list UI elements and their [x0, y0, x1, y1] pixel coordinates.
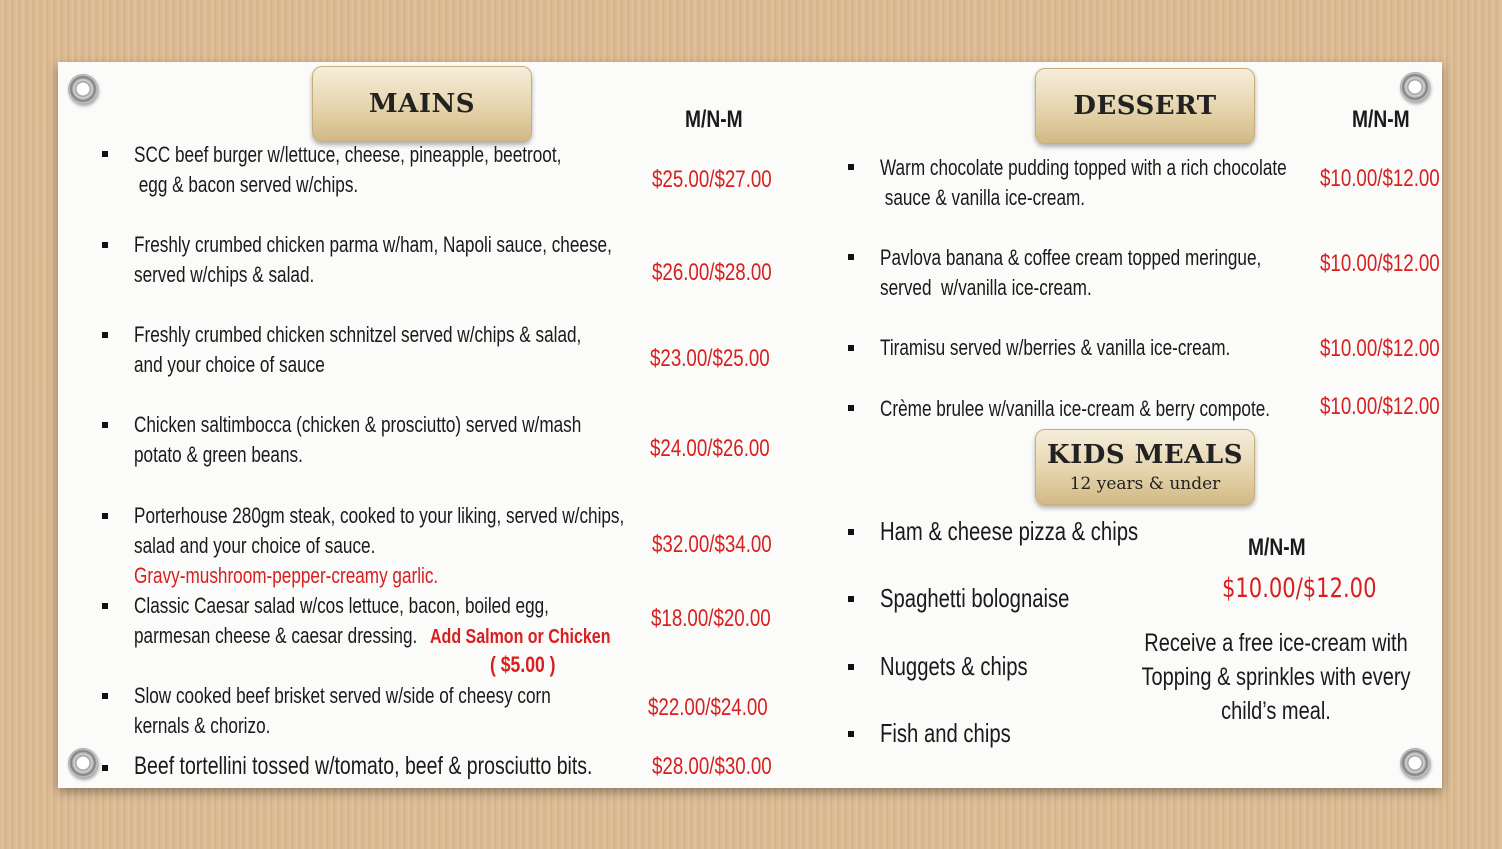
- bullet-icon: [848, 164, 854, 170]
- item-description: Porterhouse 280gm steak, cooked to your liking, served w/chips,: [134, 503, 625, 528]
- grommet-icon: [1400, 748, 1430, 778]
- grommet-icon: [68, 748, 98, 778]
- addon-price: ( $5.00 ): [490, 652, 556, 677]
- item-description: salad and your choice of sauce.: [134, 533, 376, 558]
- item-description: Nuggets & chips: [880, 651, 1028, 681]
- dessert-title-badge: [1035, 68, 1255, 144]
- bullet-icon: [102, 422, 108, 428]
- addon-label: Add Salmon or Chicken: [430, 626, 611, 648]
- kids-title-badge: [1035, 429, 1255, 505]
- menu-board: [58, 62, 1442, 788]
- mains-title: MAINS: [368, 89, 476, 119]
- dessert-title: DESSERT: [1073, 91, 1217, 121]
- item-price: $10.00/$12.00: [1320, 393, 1440, 420]
- item-price: $10.00/$12.00: [1320, 250, 1440, 277]
- item-description: kernals & chorizo.: [134, 713, 271, 738]
- kids-subtitle: 12 years & under: [1069, 474, 1221, 494]
- item-price: $24.00/$26.00: [650, 435, 770, 462]
- grommet-icon: [1400, 72, 1430, 102]
- item-description: SCC beef burger w/lettuce, cheese, pineapple, beetroot,: [134, 142, 562, 167]
- mains-price-header: M/N-M: [685, 106, 743, 133]
- item-description: Ham & cheese pizza & chips: [880, 516, 1139, 546]
- item-description: Slow cooked beef brisket served w/side of cheesy corn: [134, 683, 551, 708]
- bullet-icon: [102, 765, 108, 771]
- item-price: $23.00/$25.00: [650, 345, 770, 372]
- item-description: Freshly crumbed chicken parma w/ham, Napoli sauce, cheese,: [134, 232, 612, 257]
- item-price: $28.00/$30.00: [652, 753, 772, 780]
- bullet-icon: [102, 603, 108, 609]
- item-description: served w/vanilla ice-cream.: [880, 275, 1092, 300]
- item-description: Crème brulee w/vanilla ice-cream & berry compote.: [880, 396, 1271, 421]
- item-description: Pavlova banana & coffee cream topped meringue,: [880, 245, 1262, 270]
- bullet-icon: [102, 242, 108, 248]
- grommet-icon: [68, 74, 98, 104]
- bullet-icon: [102, 693, 108, 699]
- item-description: potato & green beans.: [134, 442, 303, 467]
- sauce-options: Gravy-mushroom-pepper-creamy garlic.: [134, 563, 439, 588]
- bullet-icon: [848, 731, 854, 737]
- item-description: Freshly crumbed chicken schnitzel served w/chips & salad,: [134, 322, 582, 347]
- kids-price-header: M/N-M: [1248, 534, 1306, 561]
- item-price: $22.00/$24.00: [648, 694, 768, 721]
- bullet-icon: [848, 345, 854, 351]
- bullet-icon: [102, 332, 108, 338]
- kids-price: $10.00/$12.00: [1222, 573, 1377, 604]
- item-description: Tiramisu served w/berries & vanilla ice-cream.: [880, 335, 1231, 360]
- item-description: Beef tortellini tossed w/tomato, beef & prosciutto bits.: [134, 752, 593, 780]
- item-description: egg & bacon served w/chips.: [134, 172, 359, 197]
- item-description: Fish and chips: [880, 718, 1011, 748]
- item-price: $10.00/$12.00: [1320, 165, 1440, 192]
- item-description: Chicken saltimbocca (chicken & prosciutto) served w/mash: [134, 412, 582, 437]
- item-price: $26.00/$28.00: [652, 259, 772, 286]
- dessert-price-header: M/N-M: [1352, 106, 1410, 133]
- bullet-icon: [848, 254, 854, 260]
- bullet-icon: [102, 513, 108, 519]
- mains-title-badge: [312, 66, 532, 142]
- item-description: and your choice of sauce: [134, 352, 325, 377]
- bullet-icon: [848, 405, 854, 411]
- bullet-icon: [848, 529, 854, 535]
- item-price: $32.00/$34.00: [652, 531, 772, 558]
- item-description: sauce & vanilla ice-cream.: [880, 185, 1086, 210]
- item-description: parmesan cheese & caesar dressing.: [134, 623, 418, 648]
- kids-title: KIDS MEALS: [1047, 440, 1243, 470]
- item-price: $25.00/$27.00: [652, 166, 772, 193]
- item-description: Spaghetti bolognaise: [880, 583, 1070, 613]
- item-price: $10.00/$12.00: [1320, 335, 1440, 362]
- bullet-icon: [102, 151, 108, 157]
- item-description: served w/chips & salad.: [134, 262, 315, 287]
- bullet-icon: [848, 664, 854, 670]
- item-description: Warm chocolate pudding topped with a rich chocolate: [880, 155, 1287, 180]
- kids-promo-note: Receive a free ice-cream with Topping & sprinkles with every child’s meal.: [1141, 629, 1411, 725]
- item-description: Classic Caesar salad w/cos lettuce, bacon, boiled egg,: [134, 593, 549, 618]
- item-price: $18.00/$20.00: [651, 605, 771, 632]
- bullet-icon: [848, 596, 854, 602]
